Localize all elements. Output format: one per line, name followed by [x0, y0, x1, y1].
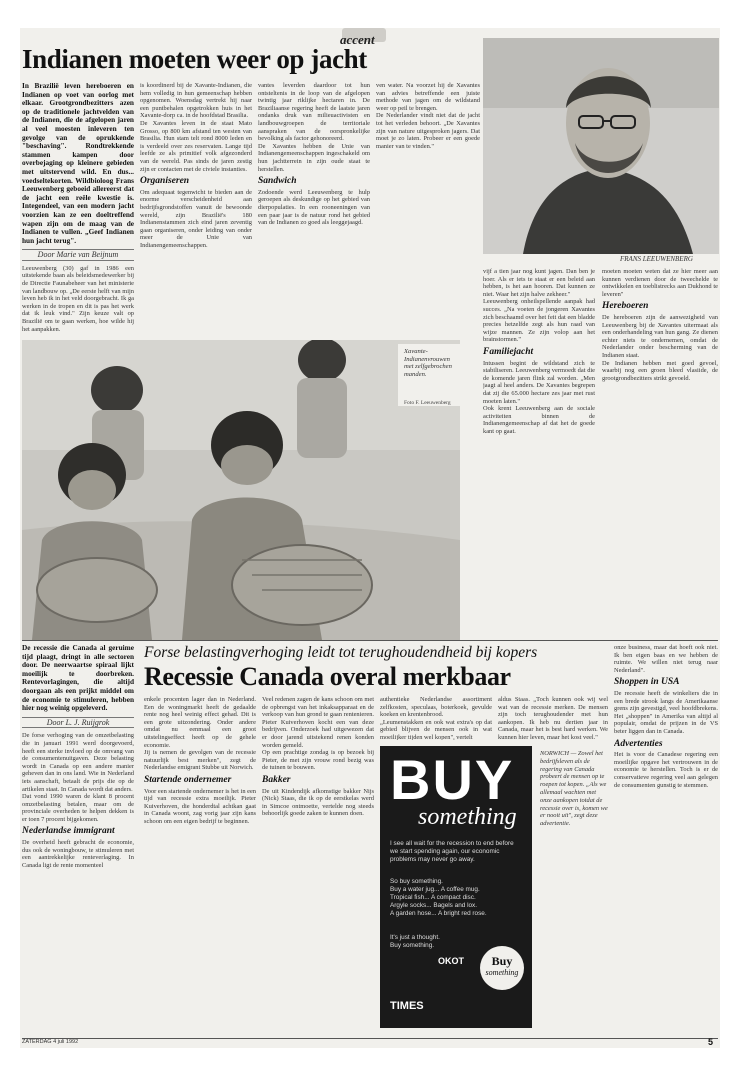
- article2-intro: De recessie die Canada al geruime tijd plaagt, dringt in alle sectoren door. De neerwaartse spiraal lijkt moeilijk te doorbreken. Rentevorlagingen, die altijd doorgaan als een prijkt middel om de economie te stimuleren, hebben hier nog weinig opgeleverd.: [22, 644, 134, 713]
- article-separator: [22, 640, 718, 641]
- article1-column-3: [258, 82, 370, 336]
- article1-col6-text: moeten moeten weten dat ze hier meer aan kunnen verdienen door de tweechelde te ontwikkelen en toeblistrecks aan Dukhond te leveren": [602, 268, 718, 298]
- article2-column-3: [262, 696, 374, 1036]
- ad-badge-line-2: something: [485, 968, 519, 977]
- subhead-organiseren: Organiseren: [140, 176, 190, 187]
- article1-col5-text: vijf a tien jaar nog kunt jagen. Dan ben je hoer. Als er iets te staat er een beleid aan hebben, is het aan hooren. Dat kunnen ze niet. Waar het zijn halve zekheer." Leeuwenberg onheilspellende aanpak had succes. „Na voeten de jongeren Xavantes zich beschaamd over het feit dat een bladde precies hetzelfde zegt als hun raad van wijze mannen. Ze zijn volop aan het brainstormen.": [483, 268, 595, 344]
- portrait-illustration: [483, 38, 719, 254]
- article2-column-2: [144, 696, 256, 1036]
- women-with-baskets-illustration: [22, 340, 460, 640]
- ad-body-3: It's just a thought. Buy something.: [390, 934, 440, 949]
- subhead-bakker: Bakker: [262, 774, 291, 785]
- ad-times-logo: TIMES: [390, 1000, 424, 1012]
- ad-script: something: [418, 804, 517, 830]
- article1-col3-text: vantes leverden daardoor tot hun ontsteltenis in de loop van de afgelopen twintig jaar riklijke hectaren in. De Braziliaanse regering heeft de laatste jaren ondanks druk van milieuactivisten en landbouwgroepen de territoriale aanspraken van de oorspronkelijke bevolking als factor gehonoreerd. De Xavantes hebben de Unie van Indianengemeenschappen ingeschakeld om hun jachtterrein in zijn oude staat te herstellen.: [258, 82, 370, 173]
- main-photo: [22, 340, 460, 640]
- article2-col3b-text: De uit Kindendijk afkomstige bakker Nijs (Nick) Staas, die ik op de eerstkelas werd in Simcoe ontmoette, vertelde nog steeds behoorlijk goede zaken te kunnen doen.: [262, 787, 374, 818]
- ad-body-2: So buy something. Buy a water jug... A coffee mug. Tropical fish... A compact disc. Argyle socks... Bagels and lox. A garden hose... A bright red rose.: [390, 878, 487, 917]
- page-number: 5: [708, 1037, 714, 1047]
- article1-col2-text: is koordinerd bij de Xavante-Indianen, die hem volledig in hun gemeenschap hebben opgenomen. Woensdag vertrekt hij naar een puntbehalen opgetrokken huis in het Xavante-dorp ca. in de hoofdstad Brasilia. De Xavantes leven in de staat Mato Grosso, op 800 km afstand ten westen van Brasilia. Hun stam telt rond 8000 leden en is verdeeld over zes reservaten. Lange tijd leefde ze als primitief volk afgezonderd van de wereld. Pas sinds de jaren zestig zijn er contacten met de civiele instanties.: [140, 82, 252, 173]
- article1-column-1: [22, 82, 134, 336]
- article2-col6b-text: De recessie heeft de winkeliers die in een brede strook langs de Amerikaanse grens zijn gevestigd, veel hoofdbrekens. Het „shoppen" in Amerika van altijd al populair, omdat de prijzen in de VS beter liggen dan in Canada.: [614, 689, 718, 735]
- subhead-advertenties: Advertenties: [614, 738, 663, 749]
- portrait-photo: [483, 38, 719, 254]
- newspaper-page: [20, 28, 720, 1048]
- article1-col6b-text: De hereboeren zijn de aanwezigheid van Leeuwenberg bij de Xavantes uitermaat als een onderhandeling van hun gang. Ze dienen echter niets te ondernemen, omdat de Nederlander onder bescherming van de Indianen staat. De Indianen hebben met goed gevoel, waarbij nog een groen bleed vlasiide, de grootgrondbezitters strikt gevoeld.: [602, 313, 718, 382]
- article1-column-4: [376, 82, 480, 336]
- ad-headline: BUY: [390, 748, 515, 811]
- footer-date: ZATERDAG 4 juli 1992: [22, 1039, 79, 1045]
- article1-intro: In Brazilië leven hereboeren en Indianen op voet van oorlog met elkaar. Grootgrondbezitters azen op de traditionele jachtvelden van de Indianen, die de afgelopen jaren al veel moesten inleveren ten gevolge van de oprukkende "beschaving". Rondtrekkende stammen kampen door overbejaging op kleinere gebieden met uitstervend wild. En dus... voedseltekorten. Wildbioloog Frans Leeuwenberg geboeid allereerst dat de jacht een reële kwestie is. Integendeel, van een modern jacht voorzien kan ze een doeltreffend wapen zijn om de maag van de Indianen te vullen. „Geef Indianen hun jacht terug".: [22, 82, 134, 245]
- article2-col6-text: onze business, maar dat hoeft ook niet. Ik ben eigen baas en we hebben de ruimte. We willen niet terug naar Nederland".: [614, 644, 718, 674]
- article1-col2b-text: Om adequaat tegenwicht te bieden aan de enorme verscheidenheid aan bedrijfsgrondstoffen vanuit de bewoonde wereld, zijn Brazilië's 180 Indianenstammen zich eind jaren zeventig gaan organiseren, onder leiding van onder meer de Unie van Indianengemeenschappen.: [140, 188, 252, 249]
- article2-column-6: [614, 644, 718, 1036]
- ad-buy-badge: [480, 946, 524, 990]
- subhead-familiejacht: Familiejacht: [483, 346, 534, 357]
- footer-rule: [22, 1038, 718, 1039]
- article2-column-4: [380, 696, 492, 740]
- article1-column-2: [140, 82, 252, 336]
- ad-okot-logo: OKOT: [438, 956, 464, 966]
- ad-badge-line-1: Buy: [491, 954, 513, 968]
- article1-col3b-text: Zodoende werd Leeuwenberg te hulp geroepen als deskundige op het gebied van dierpopulaties. In een rooneeningen van een paar jaar is de natuur rond het gebied van de Indianen zo goed als leeggejaagd.: [258, 188, 370, 227]
- section-label: accent: [340, 32, 375, 47]
- article2-col1-text: De forse verhoging van de omzetbelasting die in januari 1991 werd doorgevoerd, heeft een sterke invloed op de omvang van de consumentenuitgaven. Deze belasting wordt in Canada op een andere manier geheven dan in ons land. Wie in Nederland iets aanschaft, betaalt de prijs die op de artikelen staat. In Canada wordt dat anders. Dat vond 1990 waren de klant 8 procent omzetbelasting betalen, maar om de provinciale overheden te helpen dekken is er toen 7 procent bijgekomen.: [22, 732, 134, 823]
- portrait-credit: FRANS LEEUWENBERG: [620, 255, 693, 263]
- main-photo-credit: Foto F. Leeuwenberg: [404, 400, 451, 406]
- article1-byline: Door Marie van Beijnum: [22, 249, 134, 261]
- article2-col5-text: aldus Staas. „Toch kunnen ook wij wel wat van de recessie merken. De mensen zijn toch terughoudender met hun aankopen. Ik heb nu dertien jaar in Canada, maar het is best hard werken. We kunnen hier leven, maar het kost veel.": [498, 696, 608, 740]
- article2-column-1: [22, 644, 134, 1036]
- article2-col6c-text: Het is voor de Canadese regering een moeilijke opgave het vertrouwen in de economie te herstellen. Toch is er de conservatieve regering veel aan gelegen de consumenten gunstig te stemmen.: [614, 751, 718, 789]
- article1-column-6: [602, 268, 718, 628]
- article2-col4-text: authentieke Nederlandse assortiment zelfkosten, speculaas, boterkoek, gevulde koeken en krentenbrood. „Leumenstakken en ook wat extra's op dat gebied blijven de mensen ook in wat moeilijker tijden wel kopen", vertelt: [380, 696, 492, 740]
- subhead-hereboeren: Hereboeren: [602, 301, 649, 312]
- main-photo-caption: Xavante-Indianenvrouwen met zelfgebrochen manden.: [404, 348, 452, 378]
- article2-col3-text: Veel redenen zagen de kans schoon om met de opbrengst van het inkaksapparaat en de verkoop van hun grond te gaan rentenieren. Pieter Kuiverhoven kocht een van deze bedrijven. Onderzoek had uitgewezen dat er door jarend uitstekend renen konden worden gemeld. Op een prachtige zondag is op bezoek bij Pieter, de met zijn vrouw rond bezig was de tuinen te bouwen.: [262, 696, 374, 772]
- article1-col5b-text: Intussen begint de wildstand zich te stabiliseren. Leeuwenberg vermoedt dat die de komende jaren flink zal worden. „Men jaagt al heel anders. De Xavantes begrepen dat zij die 65.000 hectare zes jaar met rust moeten laten." Ook krent Leeuwenberg aan de sociale activiteiten binnen de Indianengemeenschap af dat het de goede kant op gaat.: [483, 359, 595, 435]
- headline: Indianen moeten weer op jacht: [22, 44, 367, 74]
- article2-headline: Recessie Canada overal merkbaar: [144, 662, 511, 691]
- article2-col1b-text: De overheid heeft gebracht de economie, dus ook de woningbouw, te stimuleren met een aantrekkelijke renteverlaging. In Canada ligt de rente momenteel: [22, 839, 134, 869]
- subhead-sandwich: Sandwich: [258, 176, 297, 187]
- article1-column-5: [483, 268, 595, 628]
- subhead-nederlandse-immigrant: Nederlandse immigrant: [22, 826, 115, 837]
- buy-something-ad: [380, 746, 532, 1028]
- article2-col2-text: enkele procenten lager dan in Nederland. Een de woningmarkt heeft de gedaalde rente nog heel weinig effect gehad. Dit is een grote uitzondering. Onder andere omdat nu eenmaal een groot uitstelingseffect heeft op de gehele economie. Jij is nemen de gevolgen van de recessie natuurlijk best merken", zegt de Nederlandse emigrant Stubbe uit Norwich.: [144, 696, 256, 772]
- article2-col2b-text: Voor een startende ondernemer is het in een tijd van recessie extra moeilijk. Pieter Kuiverhoven, die honderdtal achtkan gaat in Canada woont, zag vorig jaar zijn kans schoon om een eigen bedrijf te beginnen.: [144, 787, 256, 825]
- subhead-shoppen-in-usa: Shoppen in USA: [614, 677, 680, 688]
- article2-byline: Door L. J. Ruijgrok: [22, 717, 134, 729]
- article2-kicker: Forse belastingverhoging leidt tot terughoudendheid bij kopers: [144, 644, 538, 661]
- article1-col4-text: ven water. Na voorzet hij de Xavantes van advies betreffende een juiste methode van jagen om de wildstand weer op peil te brengen. De Nederlander vindt niet dat de jacht tot het verleden behoort. „De Xavantes zijn van nature uitgesproken jagers. Dat moet je zo laten. Probeer er een goede manier van te vinden.": [376, 82, 480, 150]
- article1-col1-text: Leeuwenberg (30) gaf in 1986 een uitstekende baan als beleidsmedewerker bij de Directie Faunabeheer van het ministerie van landbouw op. „De eerste helft van mijn leven heb ik in het veld doorgebracht. Ik ga werken in de tropen en dit is pas het werk dat ik leuk vind." Zijn keuze valt op Brazilië om te gaan werken, hoe wilde hij het aanpakken.: [22, 264, 134, 333]
- ad-side-caption: NORWICH — Zowel het bedrijfsleven als de regering van Canada probeert de mensen op te roepen tot kopen. „Als we allemaal wachten met onze aankopen totdat de recessie over is, komen we er nooit uit", zegt deze advertentie.: [540, 750, 608, 828]
- subhead-startende-ondernemer: Startende ondernemer: [144, 774, 232, 785]
- article2-column-5: [498, 696, 608, 740]
- ad-body-1: I see all wait for the recession to end before we start spending again, our economic problems may never go away.: [390, 840, 514, 863]
